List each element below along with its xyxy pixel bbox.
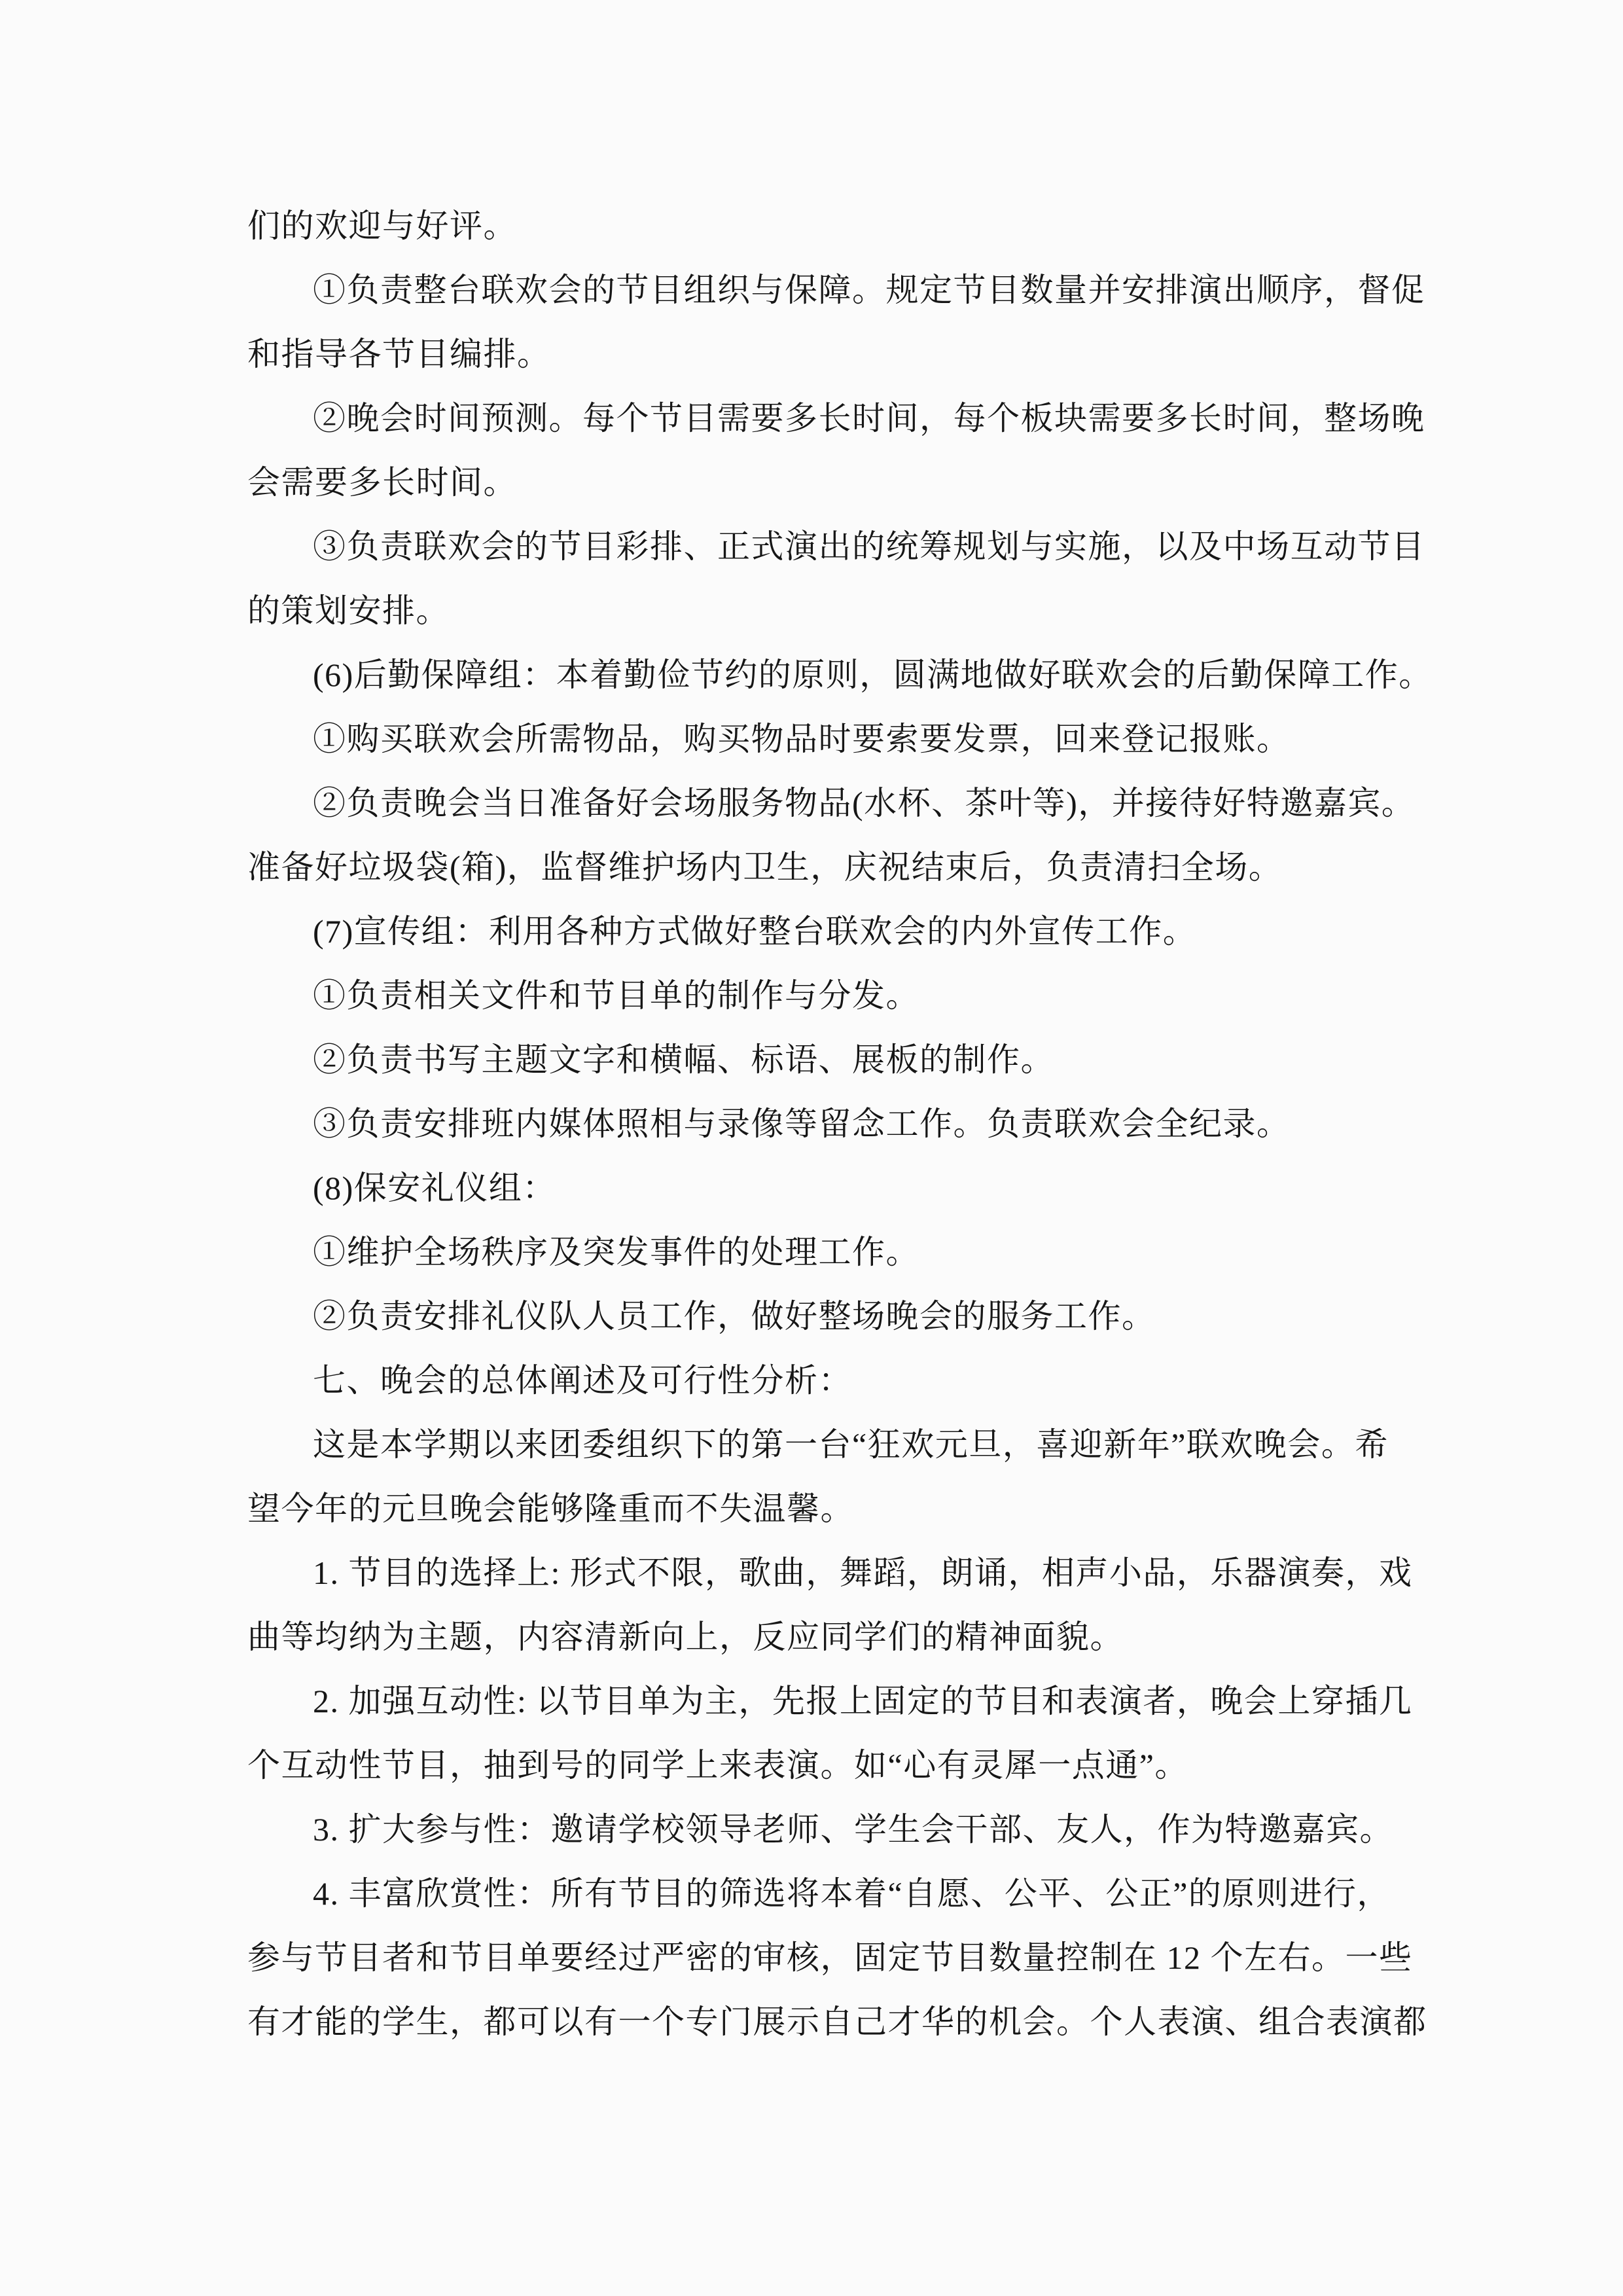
text-line: 参与节目者和节目单要经过严密的审核，固定节目数量控制在 12 个左右。一些 (247, 1939, 1413, 1976)
text-line: 2. 加强互动性: 以节目单为主，先报上固定的节目和表演者，晚会上穿插几 (313, 1683, 1413, 1719)
text-line: 们的欢迎与好评。 (247, 207, 517, 244)
text-content (247, 194, 1433, 2054)
text-line: (6)后勤保障组：本着勤俭节约的原则，圆满地做好联欢会的后勤保障工作。 (313, 656, 1433, 693)
text-line: (8)保安礼仪组： (313, 1170, 556, 1206)
text-line: 这是本学期以来团委组织下的第一台“狂欢元旦，喜迎新年”联欢晚会。希 (313, 1426, 1389, 1463)
text-line: ①购买联欢会所需物品，购买物品时要索要发票，回来登记报账。 (313, 721, 1291, 757)
text-line: ③负责安排班内媒体照相与录像等留念工作。负责联欢会全纪录。 (313, 1105, 1291, 1142)
text-line: 会需要多长时间。 (247, 464, 517, 501)
text-line: 的策划安排。 (247, 592, 450, 629)
text-line: ②晚会时间预测。每个节目需要多长时间，每个板块需要多长时间，整场晚 (313, 400, 1425, 437)
text-line: 曲等均纳为主题，内容清新向上，反应同学们的精神面貌。 (247, 1619, 1124, 1655)
text-line: ①负责相关文件和节目单的制作与分发。 (313, 977, 919, 1014)
text-line: 和指导各节目编排。 (247, 336, 551, 372)
text-line: 准备好垃圾袋(箱)，监督维护场内卫生，庆祝结束后，负责清扫全场。 (247, 849, 1283, 886)
text-line: ①负责整台联欢会的节目组织与保障。规定节目数量并安排演出顺序，督促 (313, 272, 1425, 308)
text-line: ①维护全场秩序及突发事件的处理工作。 (313, 1234, 919, 1270)
text-line: ③负责联欢会的节目彩排、正式演出的统筹规划与实施，以及中场互动节目 (313, 528, 1425, 565)
text-line: 1. 节目的选择上: 形式不限，歌曲，舞蹈，朗诵，相声小品，乐器演奏，戏 (313, 1554, 1413, 1591)
text-line: 有才能的学生，都可以有一个专门展示自己才华的机会。个人表演、组合表演都 (247, 2003, 1427, 2040)
text-line: ②负责安排礼仪队人员工作，做好整场晚会的服务工作。 (313, 1298, 1156, 1335)
text-line: 4. 丰富欣赏性：所有节目的筛选将本着“自愿、公平、公正”的原则进行， (313, 1875, 1391, 1912)
text-line: (7)宣传组：利用各种方式做好整台联欢会的内外宣传工作。 (313, 913, 1197, 950)
text-line: ②负责晚会当日准备好会场服务物品(水杯、茶叶等)，并接待好特邀嘉宾。 (313, 785, 1416, 821)
text-line: ②负责书写主题文字和横幅、标语、展板的制作。 (313, 1041, 1054, 1078)
text-line: 3. 扩大参与性：邀请学校领导老师、学生会干部、友人，作为特邀嘉宾。 (313, 1811, 1393, 1848)
text-line: 望今年的元旦晚会能够隆重而不失温馨。 (247, 1490, 854, 1527)
text-line: 七、晚会的总体阐述及可行性分析： (313, 1362, 852, 1399)
text-line: 个互动性节目，抽到号的同学上来表演。如“心有灵犀一点通”。 (247, 1747, 1188, 1784)
